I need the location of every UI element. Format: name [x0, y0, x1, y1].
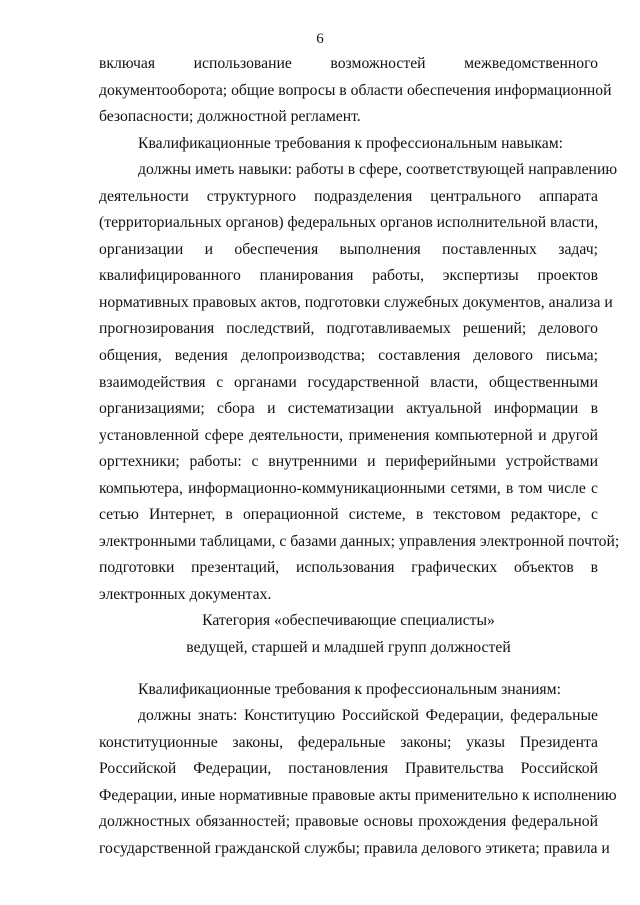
section-heading-skills: Квалификационные требования к профессиональным навыкам: [138, 134, 564, 152]
paragraph-line: общения, ведения делопроизводства; составления делового письма; [99, 347, 598, 365]
paragraph-line: должны иметь навыки: работы в сфере, соответствующей направлению [138, 161, 618, 179]
paragraph-line: сетью Интернет, в операционной системе, в текстовом редакторе, с [99, 506, 598, 524]
category-title: Категория «обеспечивающие специалисты» [202, 612, 495, 630]
paragraph-line: электронными таблицами, с базами данных; управления электронной почтой; [99, 532, 620, 550]
paragraph-line: установленной сфере деятельности, применения компьютерной и другой [99, 426, 598, 444]
page-number: 6 [316, 31, 324, 47]
paragraph-line: (территориальных органов) федеральных органов исполнительной власти, [99, 214, 599, 232]
paragraph-line: взаимодействия с органами государственной власти, общественными [99, 373, 598, 391]
paragraph-line: квалифицированного планирования работы, экспертизы проектов [99, 267, 598, 285]
paragraph-line: подготовки презентаций, использования графических объектов в [99, 559, 598, 577]
category-subtitle: ведущей, старшей и младшей групп должностей [186, 639, 511, 657]
paragraph-line: организациями; сбора и систематизации актуальной информации в [99, 400, 598, 418]
paragraph-line: оргтехники; работы: с внутренними и периферийными устройствами [99, 453, 598, 471]
paragraph-line: включая использование возможностей межведомственного [99, 55, 598, 72]
paragraph-line: должны знать: Конституцию Российской Федерации, федеральные [138, 707, 598, 725]
document-body [99, 51, 620, 862]
paragraph-line: прогнозирования последствий, подготавливаемых решений; делового [99, 320, 598, 338]
section-heading-knowledge: Квалификационные требования к профессиональным знаниям: [138, 680, 561, 698]
paragraph-line: государственной гражданской службы; правила делового этикета; правила и [99, 839, 610, 857]
paragraph-line: организации и обеспечения выполнения поставленных задач; [99, 240, 598, 258]
paragraph-line: Федерации, иные нормативные правовые акты применительно к исполнению [99, 786, 617, 804]
paragraph-line: документооборота; общие вопросы в области обеспечения информационной [99, 81, 612, 99]
spacer [99, 662, 598, 677]
paragraph-line: безопасности; должностной регламент. [99, 108, 361, 126]
paragraph-line: Российской Федерации, постановления Правительства Российской [99, 760, 598, 778]
paragraph-line: должностных обязанностей; правовые основы прохождения федеральной [99, 813, 598, 831]
paragraph-line: деятельности структурного подразделения центрального аппарата [99, 187, 598, 205]
paragraph-line: электронных документах. [99, 585, 272, 603]
paragraph-line: нормативных правовых актов, подготовки служебных документов, анализа и [99, 293, 613, 311]
paragraph-line: конституционные законы, федеральные законы; указы Президента [99, 733, 598, 751]
paragraph-line: компьютера, информационно-коммуникационными сетями, в том числе с [99, 479, 598, 497]
